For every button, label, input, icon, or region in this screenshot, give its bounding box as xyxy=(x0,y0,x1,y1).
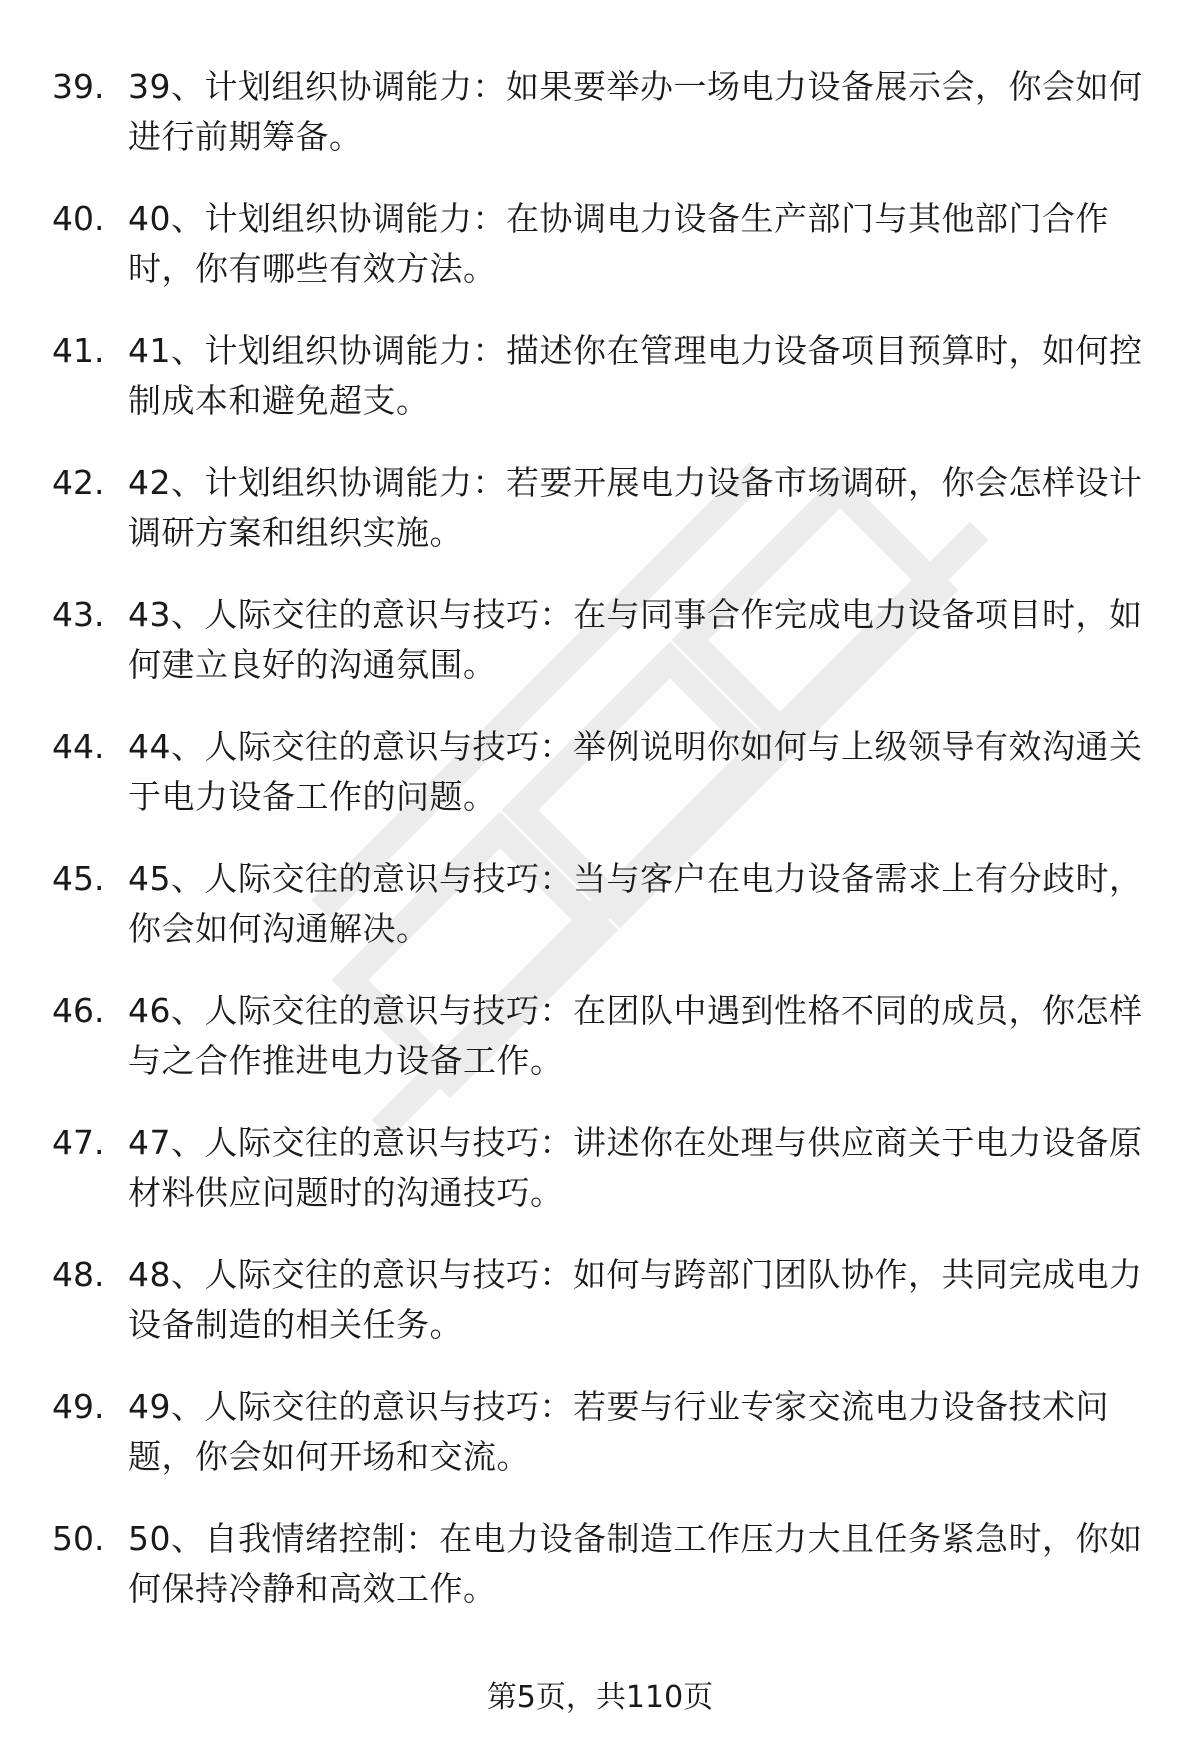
question-number: 43. xyxy=(52,595,105,634)
question-number: 50. xyxy=(52,1519,105,1558)
question-number: 44. xyxy=(52,727,105,766)
question-text: 42、计划组织协调能力：若要开展电力设备市场调研，你会怎样设计调研方案和组织实施。 xyxy=(128,463,1143,552)
list-item xyxy=(0,1118,1200,1250)
question-text: 39、计划组织协调能力：如果要举办一场电力设备展示会，你会如何进行前期筹备。 xyxy=(128,67,1143,156)
question-text: 44、人际交往的意识与技巧：举例说明你如何与上级领导有效沟通关于电力设备工作的问题。 xyxy=(128,727,1143,816)
question-text: 49、人际交往的意识与技巧：若要与行业专家交流电力设备技术问题，你会如何开场和交流。 xyxy=(128,1387,1109,1476)
question-number: 41. xyxy=(52,331,105,370)
question-text: 40、计划组织协调能力：在协调电力设备生产部门与其他部门合作时，你有哪些有效方法。 xyxy=(128,199,1109,288)
question-number: 45. xyxy=(52,859,105,898)
question-text: 45、人际交往的意识与技巧：当与客户在电力设备需求上有分歧时，你会如何沟通解决。 xyxy=(128,859,1143,948)
list-item xyxy=(0,1382,1200,1514)
question-number: 48. xyxy=(52,1255,105,1294)
question-text: 47、人际交往的意识与技巧：讲述你在处理与供应商关于电力设备原材料供应问题时的沟通技巧。 xyxy=(128,1123,1143,1212)
list-item xyxy=(0,590,1200,722)
list-item xyxy=(0,1514,1200,1646)
list-item xyxy=(0,986,1200,1118)
question-number: 49. xyxy=(52,1387,105,1426)
question-list xyxy=(0,62,1200,1646)
question-text: 46、人际交往的意识与技巧：在团队中遇到性格不同的成员，你怎样与之合作推进电力设备工作。 xyxy=(128,991,1143,1080)
list-item xyxy=(0,1250,1200,1382)
question-text: 41、计划组织协调能力：描述你在管理电力设备项目预算时，如何控制成本和避免超支。 xyxy=(128,331,1143,420)
question-number: 47. xyxy=(52,1123,105,1162)
page-number-footer: 第5页，共110页 xyxy=(486,1680,714,1715)
question-number: 39. xyxy=(52,67,105,106)
list-item xyxy=(0,62,1200,194)
question-number: 46. xyxy=(52,991,105,1030)
question-text: 50、自我情绪控制：在电力设备制造工作压力大且任务紧急时，你如何保持冷静和高效工作。 xyxy=(128,1519,1143,1608)
list-item xyxy=(0,458,1200,590)
list-item xyxy=(0,326,1200,458)
list-item xyxy=(0,194,1200,326)
question-number: 40. xyxy=(52,199,105,238)
question-text: 43、人际交往的意识与技巧：在与同事合作完成电力设备项目时，如何建立良好的沟通氛围。 xyxy=(128,595,1143,684)
list-item xyxy=(0,722,1200,854)
question-text: 48、人际交往的意识与技巧：如何与跨部门团队协作，共同完成电力设备制造的相关任务。 xyxy=(128,1255,1143,1344)
list-item xyxy=(0,854,1200,986)
question-number: 42. xyxy=(52,463,105,502)
